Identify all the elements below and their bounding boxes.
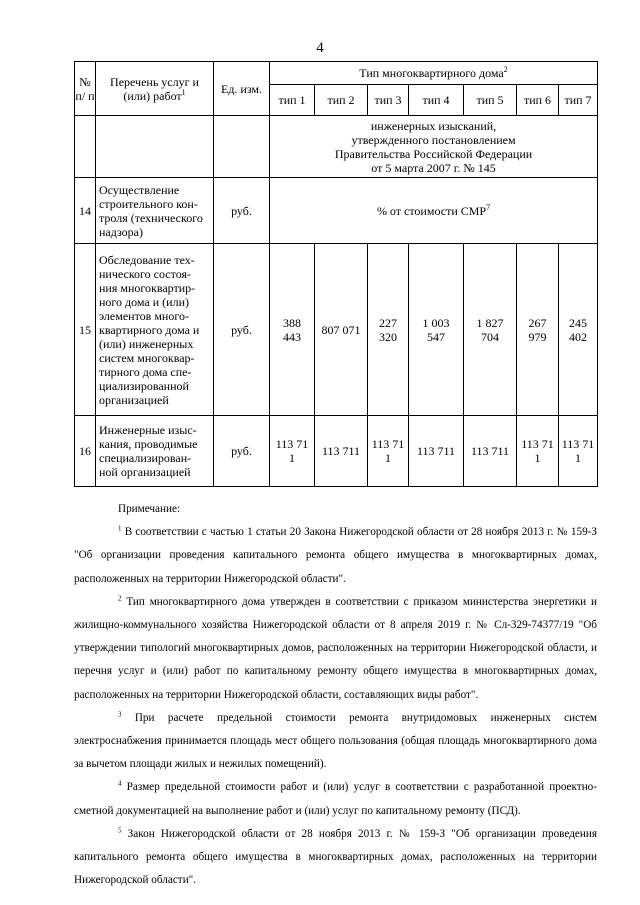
- note-text: В соответствии с частью 1 статьи 20 Закона Нижегородской области от 28 ноября 2013 г. № 159-З "Об организации проведения капитального ремонта общего имущества в многоквартирных домах, расположенных на территории Нижегородской области".: [74, 526, 597, 585]
- value-type-3: [368, 244, 409, 416]
- service-line: тирного дома спе-: [99, 364, 192, 379]
- note-item: [74, 591, 597, 707]
- row-unit: руб.: [214, 178, 270, 244]
- cont-service-cell: [96, 116, 214, 178]
- cont-line: инженерных изысканий,: [370, 119, 497, 133]
- value-line: 113 711: [470, 444, 510, 458]
- header-unit-text: Ед. изм.: [220, 81, 263, 96]
- note-text: Размер предельной стоимости работ и (или) услуг в соответствии с разработанной проектно-сметной документацией на выполнение работ и (или) услуг по капитальному ремонту (ПСД).: [74, 781, 597, 817]
- service-line: циализированной: [99, 378, 189, 393]
- service-line: строительного кон-: [99, 196, 198, 211]
- value-type-3: [368, 416, 409, 487]
- header-type-5: тип 5: [464, 85, 517, 116]
- value-line: 979: [528, 329, 547, 344]
- note-item: [74, 776, 597, 822]
- value-type-2: [315, 244, 368, 416]
- value-line: 113 711: [321, 444, 361, 458]
- value-type-4: [409, 416, 464, 487]
- row-num: 16: [75, 416, 96, 487]
- header-service-text: Перечень услуг и (или) работ: [110, 74, 199, 103]
- service-line: ной организацией: [99, 465, 191, 479]
- header-house-type-text: Тип многоквартирного дома: [359, 66, 504, 80]
- value-type-1: [270, 244, 315, 416]
- cont-text-cell: [270, 116, 598, 178]
- note-sup: 5: [118, 826, 122, 835]
- value-line: 267: [528, 315, 547, 330]
- service-line: Инженерные изыс-: [99, 423, 197, 437]
- value-line: 402: [569, 329, 588, 344]
- value-line: 443: [283, 329, 301, 344]
- value-line: 1: [534, 451, 541, 465]
- service-line: нического состоя-: [99, 266, 191, 281]
- value-line: 113 71: [371, 437, 405, 451]
- value-line: 1 003: [422, 315, 450, 330]
- value-line: 320: [379, 329, 397, 344]
- cost-table: [74, 61, 598, 487]
- header-type-7: тип 7: [559, 85, 598, 116]
- header-type-1: тип 1: [270, 85, 315, 116]
- page-number: 4: [316, 40, 324, 56]
- value-type-7: [559, 416, 598, 487]
- value-line: 1: [385, 451, 391, 465]
- header-service-sup: 1: [181, 87, 186, 97]
- value-line: 1: [575, 451, 582, 465]
- note-sup: 2: [118, 594, 122, 603]
- value-type-6: [517, 244, 559, 416]
- note-sup: 4: [118, 779, 122, 788]
- service-line: квартирного дома и: [99, 322, 200, 337]
- merged-sup: 7: [486, 202, 491, 212]
- merged-text: % от стоимости СМР: [376, 203, 487, 218]
- row-num: 14: [75, 178, 96, 244]
- value-type-7: [559, 244, 598, 416]
- value-line: 245: [569, 315, 588, 330]
- notes-section: [74, 498, 597, 892]
- note-text: Тип многоквартирного дома утвержден в соответствии с приказом министерства энергетики и жилищно-коммунального хозяйства Нижегородской области от 8 апреля 2019 г. № Сл-329-74377/19 "Об утверждении типологий многоквартирных домов, расположенных на территории Нижегородской области, и перечня услуг и (или) работ по капитальному ремонту общего имущества в многоквартирных домах, расположенных на территории Нижегородской области, составляющих виды работ".: [74, 595, 597, 701]
- header-house-type: [270, 62, 598, 85]
- value-line: 547: [427, 329, 445, 344]
- value-type-1: [270, 416, 315, 487]
- header-service: [96, 62, 214, 116]
- header-type-2: тип 2: [315, 85, 368, 116]
- value-line: 1: [289, 451, 295, 465]
- cont-unit-cell: [214, 116, 270, 178]
- value-line: 113 71: [521, 437, 554, 451]
- cont-line: от 5 марта 2007 г. № 145: [371, 161, 496, 175]
- service-line: надзора): [99, 224, 143, 239]
- service-line: Осуществление: [99, 182, 180, 197]
- row-unit: руб.: [214, 244, 270, 416]
- service-line: троля (технического: [99, 210, 203, 225]
- value-line: 388: [283, 315, 301, 330]
- header-num-text: № п/ п: [75, 74, 95, 103]
- note-sup: 1: [118, 524, 122, 533]
- service-line: (или) инженерных: [99, 336, 194, 351]
- row-num: 15: [75, 244, 96, 416]
- row-unit: руб.: [214, 416, 270, 487]
- cont-line: Правительства Российской Федерации: [334, 147, 533, 161]
- note-item: [74, 521, 597, 591]
- row-service: [96, 416, 214, 487]
- cont-line: утвержденного постановлением: [351, 133, 516, 147]
- service-line: кания, проводимые: [99, 437, 198, 451]
- service-line: ного дома и (или): [99, 294, 190, 309]
- header-house-type-sup: 2: [503, 65, 508, 74]
- row-service: [96, 244, 214, 416]
- value-type-4: [409, 244, 464, 416]
- service-line: элементов много-: [99, 308, 189, 323]
- header-type-3: тип 3: [368, 85, 409, 116]
- note-text: При расчете предельной стоимости ремонта внутридомовых инженерных систем электроснабжения принимается площадь мест общего пользования (общая площадь многоквартирного дома за вычетом площади жилых и нежилых помещений).: [74, 711, 597, 771]
- service-line: ния многоквартир-: [99, 280, 196, 295]
- value-type-2: [315, 416, 368, 487]
- service-line: Обследование тех-: [99, 252, 195, 267]
- value-line: 1 827: [476, 315, 504, 330]
- value-type-5: [464, 416, 517, 487]
- note-text: Закон Нижегородской области от 28 ноября 2013 г. № 159-З "Об организации проведения капитального ремонта общего имущества в многоквартирных домах, расположенных на территории Нижегородской области".: [74, 827, 597, 887]
- note-sup: 3: [118, 710, 122, 719]
- value-line: 227: [379, 315, 397, 330]
- value-line: 113 71: [275, 437, 309, 451]
- value-type-5: [464, 244, 517, 416]
- header-type-4: тип 4: [409, 85, 464, 116]
- table-row: [75, 244, 598, 416]
- value-line: 113 71: [561, 437, 595, 451]
- value-line: 113 711: [416, 444, 456, 458]
- note-item: [74, 823, 597, 893]
- service-line: специализирован-: [99, 451, 192, 465]
- note-item: [74, 707, 597, 777]
- value-type-6: [517, 416, 559, 487]
- header-type-6: тип 6: [517, 85, 559, 116]
- value-line: 807 071: [321, 322, 361, 337]
- table-row: [75, 178, 598, 244]
- service-line: систем многоквар-: [99, 350, 195, 365]
- header-num: [75, 62, 96, 116]
- service-line: организацией: [99, 392, 169, 407]
- row-merged-value: [270, 178, 598, 244]
- row-service: [96, 178, 214, 244]
- notes-heading: Примечание:: [118, 503, 181, 515]
- cont-num-cell: [75, 116, 96, 178]
- table-row: [75, 416, 598, 487]
- value-line: 704: [481, 329, 499, 344]
- header-unit: [214, 62, 270, 116]
